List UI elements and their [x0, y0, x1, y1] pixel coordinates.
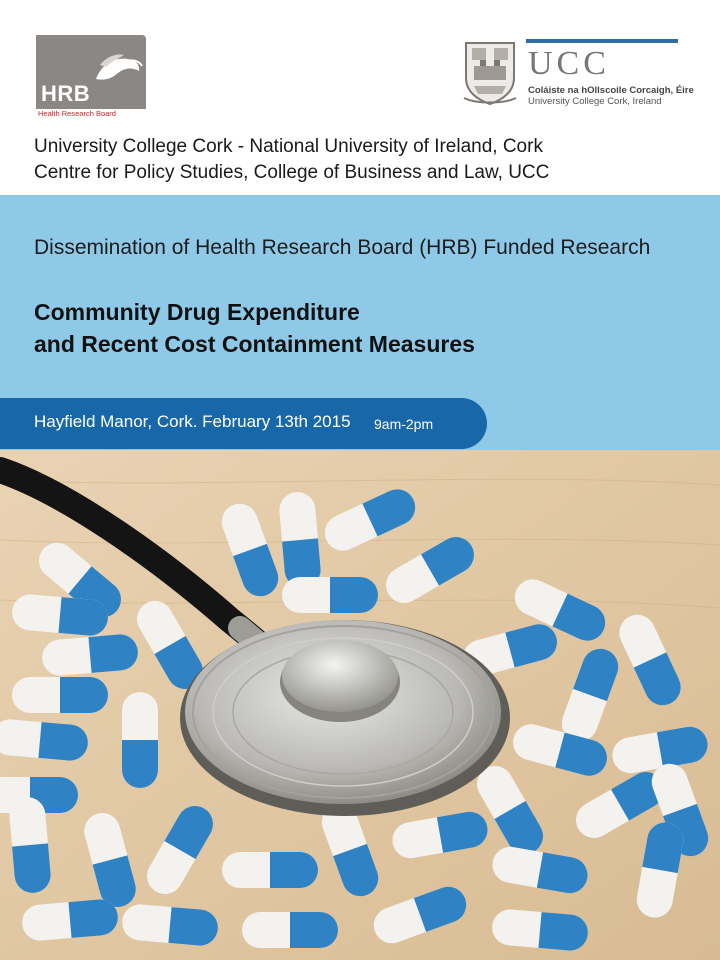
ucc-crest-icon: [462, 40, 518, 106]
event-time: 9am-2pm: [374, 416, 434, 432]
ucc-logo: [462, 39, 694, 109]
venue-date: Hayfield Manor, Cork. February 13th 2015: [34, 412, 351, 431]
centre-line: Centre for Policy Studies, College of Business and Law, UCC: [34, 162, 550, 183]
ucc-accent-line: [526, 39, 678, 43]
ucc-wordmark: UCC: [528, 45, 610, 82]
hrb-logo: [36, 35, 146, 119]
hrb-letters: HRB: [41, 81, 91, 106]
dissemination-heading: Dissemination of Health Research Board (HRB) Funded Research: [34, 236, 651, 259]
university-line: University College Cork - National University of Ireland, Cork: [34, 136, 543, 157]
event-title-line-2: and Recent Cost Containment Measures: [34, 331, 475, 357]
stethoscope-pills-photo: [0, 450, 720, 960]
ucc-irish-name: Coláiste na hOllscoile Corcaigh, Éire: [528, 85, 694, 96]
photo-illustration: [0, 450, 720, 960]
header: [0, 0, 720, 195]
hrb-subtitle: Health Research Board: [36, 109, 146, 119]
ucc-english-name: University College Cork, Ireland: [528, 96, 662, 107]
event-title-line-1: Community Drug Expenditure: [34, 299, 360, 325]
